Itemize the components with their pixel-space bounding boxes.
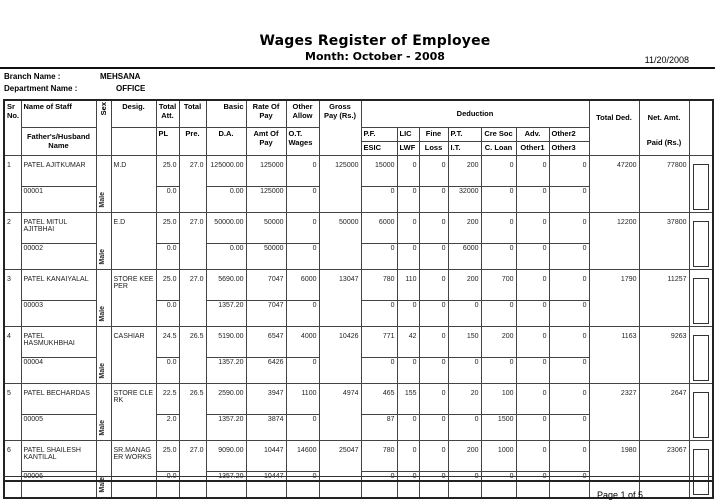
row-select-cell [689,326,713,383]
da-cell: 1357.20 [206,357,246,383]
loss-cell: 0 [419,414,448,440]
gross-cell: 4974 [319,383,361,440]
other1-cell: 0 [516,243,549,269]
row-select-checkbox[interactable] [693,278,709,324]
header-sex [96,100,111,155]
basic-cell: 50000.00 [206,212,246,243]
header-it: I.T. [448,141,481,155]
da-cell: 1357.20 [206,300,246,326]
pl-cell: 0.0 [156,471,179,497]
lic-cell: 0 [397,155,419,186]
sex-label: Male [98,476,106,493]
header-da: D.A. [206,127,246,155]
header-amt: Amt Of Pay [246,127,286,155]
cre-soc-cell: 700 [481,269,516,300]
fine-cell: 0 [419,212,448,243]
pl-cell: 0.0 [156,300,179,326]
other1-cell: 0 [516,471,549,497]
esic-cell: 0 [361,357,397,383]
row-select-cell [689,440,713,498]
rate-cell: 3947 [246,383,286,414]
ot-cell: 0 [286,186,319,212]
header-select [689,100,713,155]
table-row [4,212,713,243]
pl-cell: 2.0 [156,414,179,440]
loss-cell: 0 [419,471,448,497]
cre-soc-cell: 1000 [481,440,516,471]
row-select-cell [689,269,713,326]
header-deduction: Deduction [361,100,589,127]
cre-soc-cell: 200 [481,326,516,357]
esic-cell: 0 [361,471,397,497]
staff-name-cell: PATEL MITUL AJITBHAI [21,212,96,243]
total-ded-cell: 1790 [589,269,639,326]
da-cell: 0.00 [206,243,246,269]
pt-cell: 150 [448,326,481,357]
da-cell: 1357.20 [206,414,246,440]
sr-no-cell: 3 [4,269,21,326]
cre-soc-cell: 0 [481,155,516,186]
sex-cell [96,212,111,269]
sex-label: Male [98,305,106,322]
adv-cell: 0 [516,212,549,243]
table-row [4,155,713,186]
total-pre-cell: 27.0 [179,155,206,212]
sex-label: Male [98,362,106,379]
sex-cell [96,155,111,212]
fine-cell: 0 [419,269,448,300]
net-cell: 77800 [639,155,689,212]
employee-code-cell: 00001 [21,186,96,212]
header-net-paid: Paid (Rs.) [646,138,682,147]
header-lic: LIC [397,127,419,141]
other3-cell: 0 [549,471,589,497]
total-ded-cell: 1163 [589,326,639,383]
fine-cell: 0 [419,383,448,414]
pt-cell: 200 [448,269,481,300]
adv-cell: 0 [516,440,549,471]
row-select-checkbox[interactable] [693,392,709,438]
other-allow-cell: 4000 [286,326,319,357]
total-pre-cell: 27.0 [179,212,206,269]
designation-cell: CASHIAR [111,326,156,383]
other-allow-cell: 1100 [286,383,319,414]
rate-cell: 6547 [246,326,286,357]
header-net-label: Net. Amt. [647,113,681,122]
sr-no-cell: 1 [4,155,21,212]
staff-name-cell: PATEL AJITKUMAR [21,155,96,186]
header-desig: Desig. [111,100,156,127]
sex-cell [96,326,111,383]
employee-code-cell: 00004 [21,357,96,383]
sex-label: Male [98,419,106,436]
other3-cell: 0 [549,414,589,440]
pt-cell: 200 [448,155,481,186]
it-cell: 6000 [448,243,481,269]
header-total-att: Total Att. [156,100,179,127]
designation-cell: SR.MANAGER WORKS [111,440,156,498]
loss-cell: 0 [419,300,448,326]
staff-name-cell: PATEL KANAIYALAL [21,269,96,300]
sr-no-cell: 2 [4,212,21,269]
ot-cell: 0 [286,471,319,497]
c-loan-cell: 0 [481,471,516,497]
sr-no-cell: 4 [4,326,21,383]
header-adv: Adv. [516,127,549,141]
it-cell: 0 [448,471,481,497]
amt-cell: 125000 [246,186,286,212]
basic-cell: 125000.00 [206,155,246,186]
amt-cell: 7047 [246,300,286,326]
amt-cell: 50000 [246,243,286,269]
ot-cell: 0 [286,414,319,440]
staff-name-cell: PATEL HASMUKHBHAI [21,326,96,357]
table-row [4,326,713,357]
total-ded-cell: 47200 [589,155,639,212]
total-att-cell: 25.0 [156,212,179,243]
other-allow-cell: 6000 [286,269,319,300]
lwf-cell: 0 [397,414,419,440]
other3-cell: 0 [549,243,589,269]
other1-cell: 0 [516,357,549,383]
table-row [4,269,713,300]
header-pl: PL [156,127,179,155]
lic-cell: 0 [397,440,419,471]
net-cell: 23067 [639,440,689,498]
header-sr: Sr No. [4,100,21,155]
employee-code-cell: 00002 [21,243,96,269]
rate-cell: 10447 [246,440,286,471]
header-total-ded: Total Ded. [589,100,639,155]
fine-cell: 0 [419,440,448,471]
lwf-cell: 0 [397,357,419,383]
designation-cell: M.D [111,155,156,212]
pl-cell: 0.0 [156,357,179,383]
loss-cell: 0 [419,186,448,212]
staff-name-cell: PATEL SHAILESH KANTILAL [21,440,96,471]
other2-cell: 0 [549,383,589,414]
it-cell: 0 [448,300,481,326]
row-select-cell [689,155,713,212]
esic-cell: 0 [361,186,397,212]
other-allow-cell: 14600 [286,440,319,471]
other2-cell: 0 [549,440,589,471]
other1-cell: 0 [516,186,549,212]
department-label: Department Name : [4,84,78,93]
header-lwf: LWF [397,141,419,155]
c-loan-cell: 0 [481,243,516,269]
branch-value: MEHSANA [100,72,141,81]
header-other2: Other2 [549,127,589,141]
pf-cell: 780 [361,269,397,300]
other2-cell: 0 [549,212,589,243]
rate-cell: 7047 [246,269,286,300]
da-cell: 1357.20 [206,471,246,497]
net-cell: 11257 [639,269,689,326]
esic-cell: 87 [361,414,397,440]
other2-cell: 0 [549,326,589,357]
header-pf: P.F. [361,127,397,141]
gross-cell: 10426 [319,326,361,383]
loss-cell: 0 [419,357,448,383]
basic-cell: 5190.00 [206,326,246,357]
other-allow-cell: 0 [286,212,319,243]
header-divider [0,67,715,69]
lwf-cell: 0 [397,186,419,212]
other2-cell: 0 [549,269,589,300]
table-row [4,440,713,471]
total-att-cell: 22.5 [156,383,179,414]
other3-cell: 0 [549,300,589,326]
ot-cell: 0 [286,357,319,383]
pf-cell: 771 [361,326,397,357]
designation-cell: STORE CLERK [111,383,156,440]
sex-cell [96,383,111,440]
it-cell: 0 [448,357,481,383]
staff-name-cell: PATEL BECHARDAS [21,383,96,414]
header-total: Total [179,100,206,127]
other1-cell: 0 [516,414,549,440]
wages-register-table [3,99,714,499]
esic-cell: 0 [361,243,397,269]
table-row [4,383,713,414]
employee-code-cell: 00003 [21,300,96,326]
header-cre-soc: Cre Soc [481,127,516,141]
branch-label: Branch Name : [4,72,61,81]
total-pre-cell: 27.0 [179,269,206,326]
header-net [639,100,689,155]
total-ded-cell: 1980 [589,440,639,498]
gross-cell: 25047 [319,440,361,498]
ot-cell: 0 [286,243,319,269]
row-select-cell [689,383,713,440]
fine-cell: 0 [419,326,448,357]
gross-cell: 125000 [319,155,361,212]
header-pre: Pre. [179,127,206,155]
lic-cell: 0 [397,212,419,243]
lic-cell: 42 [397,326,419,357]
amt-cell: 10447 [246,471,286,497]
other-allow-cell: 0 [286,155,319,186]
sex-cell [96,440,111,498]
header-basic: Basic [206,100,246,127]
header-loss: Loss [419,141,448,155]
loss-cell: 0 [419,243,448,269]
net-cell: 2647 [639,383,689,440]
header-sex-label: Sex [99,102,108,116]
basic-cell: 2590.00 [206,383,246,414]
page-indicator: Page 1 of 5 [597,490,644,500]
c-loan-cell: 1500 [481,414,516,440]
total-att-cell: 25.0 [156,440,179,471]
gross-cell: 50000 [319,212,361,269]
net-cell: 9263 [639,326,689,383]
row-select-checkbox[interactable] [693,221,709,267]
pt-cell: 200 [448,212,481,243]
basic-cell: 5690.00 [206,269,246,300]
pl-cell: 0.0 [156,186,179,212]
da-cell: 0.00 [206,186,246,212]
adv-cell: 0 [516,269,549,300]
designation-cell: E.D [111,212,156,269]
lwf-cell: 0 [397,300,419,326]
ot-cell: 0 [286,300,319,326]
adv-cell: 0 [516,383,549,414]
report-date: 11/20/2008 [644,55,689,65]
pf-cell: 465 [361,383,397,414]
lwf-cell: 0 [397,243,419,269]
header-esic: ESIC [361,141,397,155]
pf-cell: 6000 [361,212,397,243]
adv-cell: 0 [516,326,549,357]
sex-cell [96,269,111,326]
header-other3: Other3 [549,141,589,155]
sr-no-cell: 6 [4,440,21,498]
sex-label: Male [98,191,106,208]
lic-cell: 155 [397,383,419,414]
rate-cell: 50000 [246,212,286,243]
header-pt: P.T. [448,127,481,141]
c-loan-cell: 0 [481,300,516,326]
cre-soc-cell: 100 [481,383,516,414]
employee-code-cell: 00005 [21,414,96,440]
total-pre-cell: 26.5 [179,326,206,383]
pf-cell: 15000 [361,155,397,186]
header-father: Father's/Husband Name [21,127,96,155]
row-select-checkbox[interactable] [693,164,709,210]
employee-code-cell: 00006 [21,471,96,497]
total-att-cell: 25.0 [156,269,179,300]
c-loan-cell: 0 [481,357,516,383]
lwf-cell: 0 [397,471,419,497]
total-ded-cell: 12200 [589,212,639,269]
sex-label: Male [98,248,106,265]
header-rate: Rate Of Pay [246,100,286,127]
other3-cell: 0 [549,357,589,383]
amt-cell: 3874 [246,414,286,440]
amt-cell: 6426 [246,357,286,383]
report-title: Wages Register of Employee [259,33,491,49]
pt-cell: 20 [448,383,481,414]
pt-cell: 200 [448,440,481,471]
c-loan-cell: 0 [481,186,516,212]
report-month: Month: October - 2008 [305,50,445,63]
other2-cell: 0 [549,155,589,186]
row-select-checkbox[interactable] [693,449,709,495]
header-c-loan: C. Loan [481,141,516,155]
cre-soc-cell: 0 [481,212,516,243]
adv-cell: 0 [516,155,549,186]
row-select-checkbox[interactable] [693,335,709,381]
header-fine: Fine [419,127,448,141]
lic-cell: 110 [397,269,419,300]
header-name: Name of Staff [21,100,96,127]
it-cell: 32000 [448,186,481,212]
header-desig-2 [111,127,156,155]
department-value: OFFICE [116,84,146,93]
table-footer-rule [3,476,712,482]
it-cell: 0 [448,414,481,440]
fine-cell: 0 [419,155,448,186]
total-att-cell: 24.5 [156,326,179,357]
gross-cell: 13047 [319,269,361,326]
basic-cell: 9090.00 [206,440,246,471]
designation-cell: STORE KEEPER [111,269,156,326]
row-select-cell [689,212,713,269]
rate-cell: 125000 [246,155,286,186]
esic-cell: 0 [361,300,397,326]
header-other-allow: Other Allow [286,100,319,127]
other1-cell: 0 [516,300,549,326]
total-pre-cell: 26.5 [179,383,206,440]
pf-cell: 780 [361,440,397,471]
sr-no-cell: 5 [4,383,21,440]
total-ded-cell: 2327 [589,383,639,440]
pl-cell: 0.0 [156,243,179,269]
net-cell: 37800 [639,212,689,269]
header-gross: Gross Pay (Rs.) [319,100,361,155]
total-pre-cell: 27.0 [179,440,206,498]
header-ot: O.T. Wages [286,127,319,155]
header-other1: Other1 [516,141,549,155]
total-att-cell: 25.0 [156,155,179,186]
other3-cell: 0 [549,186,589,212]
